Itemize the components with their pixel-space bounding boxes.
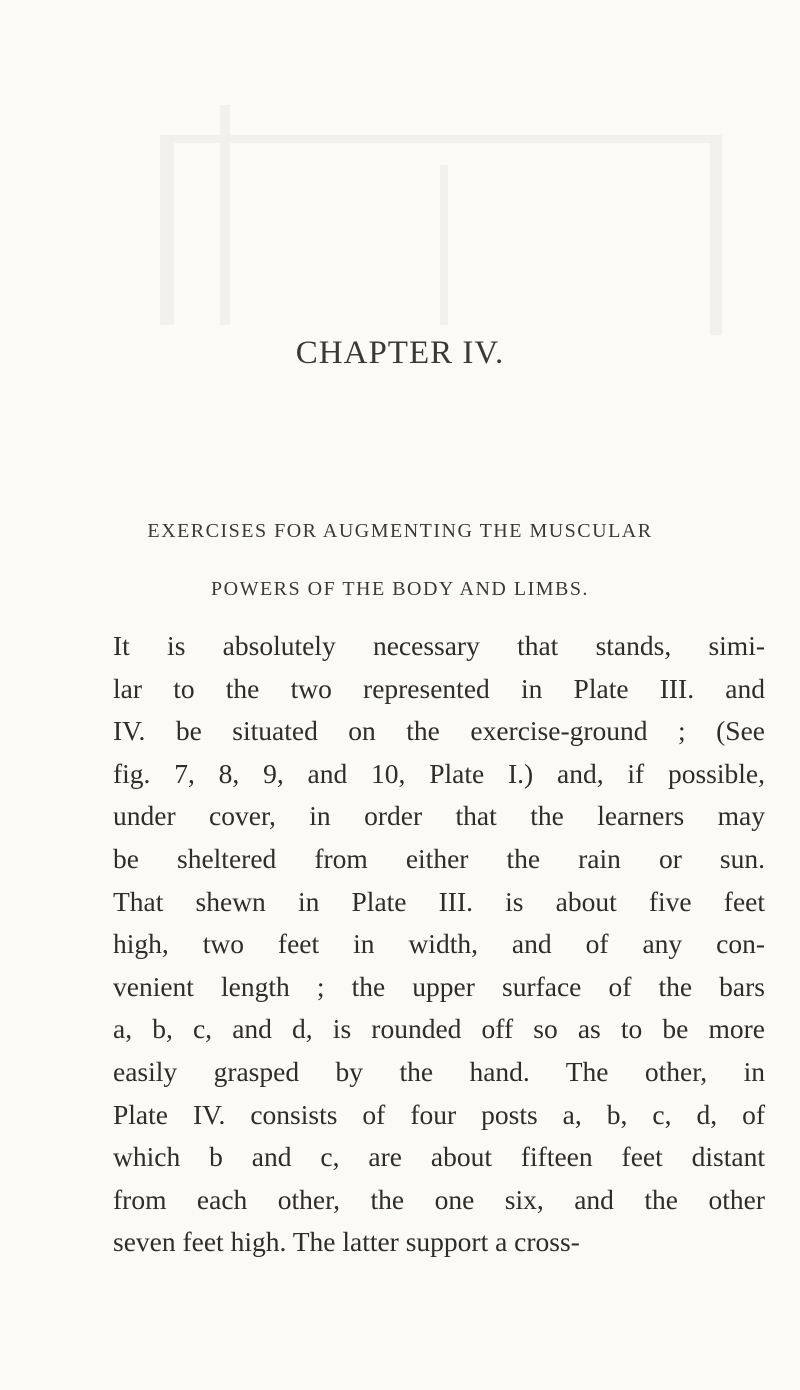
text-line: fig. 7, 8, 9, and 10, Plate I.) and, if possible,	[113, 757, 765, 789]
text-line: high, two feet in width, and of any con-	[113, 928, 765, 960]
text-line: easily grasped by the hand. The other, in	[113, 1055, 765, 1087]
show-through-shadow	[140, 95, 760, 355]
text-line: lar to the two represented in Plate III. and	[113, 672, 765, 704]
text-line: a, b, c, and d, is rounded off so as to be more	[113, 1013, 765, 1045]
text-line: which b and c, are about fifteen feet distant	[113, 1141, 765, 1173]
chapter-title: CHAPTER IV.	[295, 335, 505, 371]
text-line: seven feet high. The latter support a cross-	[113, 1226, 580, 1258]
text-line: IV. be situated on the exercise-ground ; (See	[113, 715, 765, 747]
text-line: Plate IV. consists of four posts a, b, c, d, of	[113, 1098, 765, 1130]
text-line: from each other, the one six, and the other	[113, 1183, 765, 1215]
text-line: under cover, in order that the learners may	[113, 800, 765, 832]
text-line: venient length ; the upper surface of the bars	[113, 970, 765, 1002]
text-line: be sheltered from either the rain or sun.	[113, 842, 765, 874]
text-line: That shewn in Plate III. is about five feet	[113, 885, 765, 917]
text-line: It is absolutely necessary that stands, simi-	[113, 630, 765, 661]
body-paragraph	[113, 625, 765, 1264]
chapter-heading-line-2: POWERS OF THE BODY AND LIMBS.	[211, 578, 589, 600]
chapter-heading-line-1: EXERCISES FOR AUGMENTING THE MUSCULAR	[147, 520, 653, 542]
